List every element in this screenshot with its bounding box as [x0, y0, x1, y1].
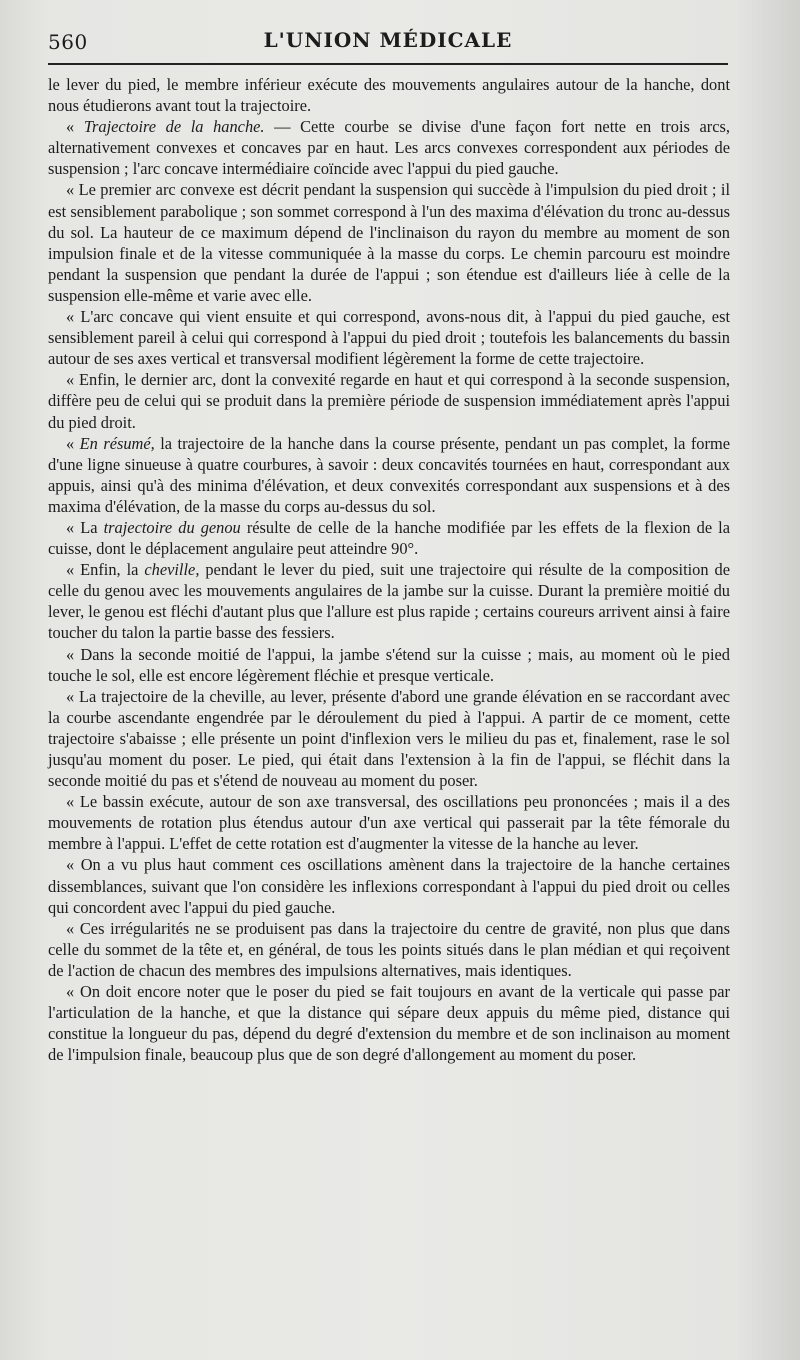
paragraph [48, 559, 730, 643]
paragraph-text: résulte de celle de la hanche modifiée par les effets de la flexion de la cuisse, dont le déplacement angulaire peut atteindre 90°. [48, 517, 730, 559]
running-title: L'UNION MÉDICALE [263, 28, 513, 52]
paragraph-text: « Le premier arc convexe est décrit pendant la suspension qui succède à l'impulsion du pied droit ; il est sensiblement parabolique ; son sommet correspond à l'un des maxima d'élévation du tronc au-dessus du sol. La hauteur de ce maximum dépend de l'inclinaison du rayon du membre au moment de son impulsion finale et de la vitesse communiquée à la masse du corps. Le chemin parcouru est moindre pendant la suspension que pendant la durée de l'appui ; son étendue est d'ailleurs liée à celle de la suspension elle-même et varie avec elle. [48, 180, 730, 305]
paragraph [48, 369, 730, 432]
page-header [48, 26, 728, 58]
paragraph [48, 306, 730, 369]
paragraph-text: le lever du pied, le membre inférieur exécute des mouvements angulaires autour de la hanche, dont nous étudierons avant tout la trajectoire. [48, 75, 730, 116]
paragraph [48, 981, 730, 1065]
paragraph [48, 918, 730, 981]
paragraph-text: « L'arc concave qui vient ensuite et qui correspond, avons-nous dit, à l'appui du pied gauche, est sensiblement pareil à celui qui correspond à l'appui du pied droit ; toutefois les balancements du bassin autour de ses axes vertical et transversal modifient légèrement la forme de cette trajectoire. [48, 307, 730, 369]
article-body [48, 74, 730, 1065]
paragraph-text: « Le bassin exécute, autour de son axe transversal, des oscillations peu prononcées ; mais il a des mouvements de rotation plus étendus autour d'un axe vertical qui passerait par la tête fémorale du membre à l'appui. L'effet de cette rotation est d'augmenter la vitesse de la hanche au lever. [48, 792, 730, 854]
paragraph-text: — Cette courbe se divise d'une façon fort nette en trois arcs, alternativement convexes et concaves par en haut. Les arcs convexes correspondent aux périodes de suspension ; l'arc concave intermédiaire coïncide avec l'appui du pied gauche. [48, 117, 730, 179]
page-number: 560 [48, 30, 88, 54]
paragraph-text: « Dans la seconde moitié de l'appui, la jambe s'étend sur la cuisse ; mais, au moment où le pied touche le sol, elle est encore légèrement fléchie et presque verticale. [48, 644, 730, 685]
paragraph-text: pendant le lever du pied, suit une trajectoire qui résulte de la composition de celle du genou avec les mouvements angulaires de la jambe sur la cuisse. Durant la première moitié du lever, le genou est fléchi d'autant plus que l'allure est plus rapide ; certains coureurs arrivent ainsi à faire toucher du talon la partie basse des fessiers. [48, 560, 731, 643]
paragraph-lead: « La [66, 517, 104, 537]
paragraph-emphasis: cheville, [144, 560, 200, 580]
paragraph [48, 517, 730, 559]
paragraph-emphasis: Trajectoire de la hanche. [83, 117, 265, 137]
paragraph [48, 433, 730, 517]
paragraph-lead: « [66, 433, 80, 453]
paragraph-text: la trajectoire de la hanche dans la course présente, pendant un pas complet, la forme d'une ligne sinueuse à quatre courbures, à savoir : deux concavités tournées en haut, correspondant aux appuis, ainsi qu'à des minima d'élévation, et deux convexités correspondant aux suspensions et à des maxima d'élévation, de la masse du corps au-dessus du sol. [48, 433, 730, 516]
paragraph [48, 74, 730, 116]
paragraph [48, 686, 730, 791]
paragraph-lead: « [66, 117, 84, 137]
paragraph [48, 644, 730, 686]
paragraph [48, 179, 730, 306]
paragraph-text: « On doit encore noter que le poser du pied se fait toujours en avant de la verticale qui passe par l'articulation de la hanche, et que la distance qui sépare deux appuis du même pied, distance qui constitue la longueur du pas, dépend du degré d'extension du membre et de son inclinaison au moment de l'impulsion finale, beaucoup plus que de son degré d'allongement au moment du poser. [48, 982, 730, 1065]
paragraph-text: « La trajectoire de la cheville, au lever, présente d'abord une grande élévation en se raccordant avec la courbe ascendante engendrée par le déroulement du pied à l'appui. A partir de ce moment, cette trajectoire s'abaisse ; elle présente un point d'inflexion vers le milieu du pas et, finalement, rase le sol jusqu'au moment du poser. Le pied, qui était dans l'extension à la fin de l'appui, se fléchit dans la seconde moitié du pas et s'étend de nouveau au moment du poser. [48, 686, 730, 791]
paragraph [48, 854, 730, 917]
paragraph-emphasis: En résumé, [79, 433, 155, 453]
paragraph [48, 791, 730, 854]
header-rule [48, 63, 728, 65]
paragraph-text: « Enfin, le dernier arc, dont la convexité regarde en haut et qui correspond à la seconde suspension, diffère peu de celui qui se produit dans la première période de suspension immédiatement après l'appui du pied droit. [48, 370, 730, 432]
paragraph-text: « Ces irrégularités ne se produisent pas dans la trajectoire du centre de gravité, non plus que dans celle du sommet de la tête et, en général, de tous les points situés dans le plan médian et qui reçoivent de l'action de chacun des membres des impulsions alternatives, mais identiques. [48, 918, 730, 980]
paragraph-emphasis: trajectoire du genou [103, 517, 241, 537]
paragraph-lead: « Enfin, la [66, 560, 145, 580]
paragraph-text: « On a vu plus haut comment ces oscillations amènent dans la trajectoire de la hanche certaines dissemblances, suivant que l'on considère les inflexions correspondant à l'appui du pied droit ou celles qui concordent avec l'appui du pied gauche. [48, 855, 730, 917]
paragraph [48, 116, 730, 179]
